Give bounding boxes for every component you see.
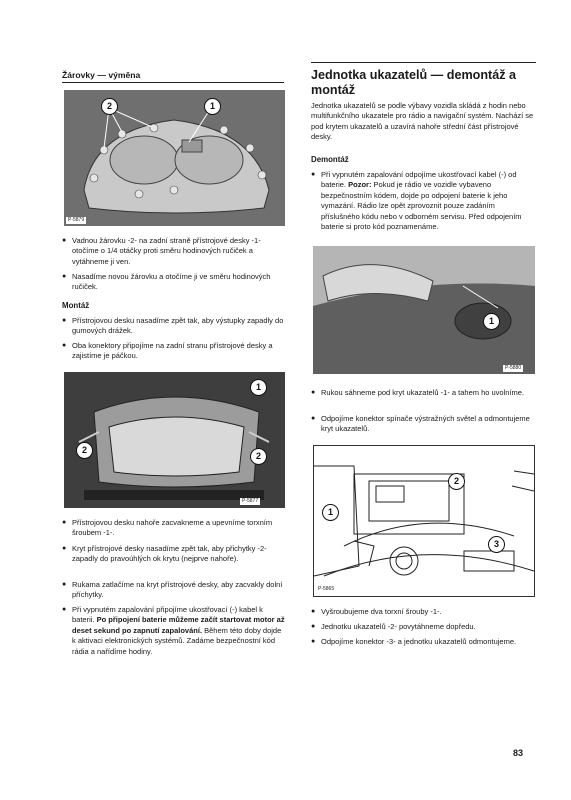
list-item <box>62 605 286 657</box>
section-divider <box>311 62 536 63</box>
list-item: ● Přístrojovou desku nasadíme zpět tak, aby výstupky zapadly do gumových drážek. <box>62 316 286 337</box>
list-item: ● Kryt přístrojové desky nasadíme zpět tak, aby přichytky -2- zapadly do pravoúhlých ok krytu (nejprve nahoře). <box>62 544 286 565</box>
bold-text: Po připojení baterie můžeme začít startovat motor až deset sekund po zapnutí zapalování. <box>72 615 285 635</box>
callout-2: 2 <box>101 98 118 115</box>
list-item: ● Rukou sáhneme pod kryt ukazatelů -1- a tahem ho uvolníme. <box>311 388 535 398</box>
callout-1: 1 <box>483 313 500 330</box>
figure-tag: P-5880 <box>505 365 522 371</box>
list-item <box>311 170 535 232</box>
section-title-gauge-unit: Jednotka ukazatelů — demontáž a montáž <box>311 68 517 97</box>
list-item: ● Rukama zatlačíme na kryt přístrojové desky, aby zacvakly dolní příchytky. <box>62 580 286 601</box>
list-item: ● Oba konektory připojíme na zadní stranu přístrojové desky a zajistíme je páčkou. <box>62 341 286 362</box>
list-item: ● Nasadíme novou žárovku a otočíme ji ve směru hodinových ručiček. <box>62 272 286 293</box>
callout-3: 3 <box>488 536 505 553</box>
intro-paragraph: Jednotka ukazatelů se podle výbavy vozidla skládá z hodin nebo multifunkčního ukazatele pro rádio a navigační systém. Nachází se pod krytem ukazatelů a uzavírá nahoře střední část přístrojové desky. <box>311 101 534 142</box>
subheading-montaz: Montáž <box>62 301 90 310</box>
section-title-bulbs: Žárovky — výměna <box>62 70 141 80</box>
bold-text: Pozor: <box>348 180 372 190</box>
photo-instrument-cluster-back <box>64 90 285 226</box>
photo-dash-cover-removal <box>313 246 535 374</box>
subheading-demontaz: Demontáž <box>311 155 349 164</box>
figure-tag: P-5877 <box>242 498 259 504</box>
gauge-unit-drawing <box>314 446 534 596</box>
figure-tag: P-5865 <box>318 586 335 592</box>
text: Pokud je rádio ve vozidle vybaveno bezpečnostním kódem, dojde po odpojení baterie k jeho vymazání. Rádio lze opět zprovoznit pouze zadáním příslušného kódu nebo v odborném servisu. Před odpojením baterie si proto kód poznamenáme. <box>321 180 522 232</box>
figure-tag: P-5879 <box>68 217 85 223</box>
callout-1: 1 <box>250 379 267 396</box>
list-item: ● Přístrojovou desku nahoře zacvakneme a upevníme torxním šroubem -1-. <box>62 518 286 539</box>
text: Při vypnutém zapalování odpojíme ukostřovací kabel (-) od baterie. <box>321 170 517 190</box>
list-item: ● Vyšroubujeme dva torxní šrouby -1-. <box>311 607 535 617</box>
callout-2: 2 <box>448 473 465 490</box>
list-item: ● Odpojíme konektor -3- a jednotku ukazatelů odmontujeme. <box>311 637 535 647</box>
text: Během této doby dojde k aktivaci elektronických systémů. Zadáme bezpečnostní kód rádia a nařídíme hodiny. <box>72 625 282 656</box>
callout-1: 1 <box>322 504 339 521</box>
callout-1: 1 <box>204 98 221 115</box>
callout-2: 2 <box>250 448 267 465</box>
photo-cluster-cover <box>64 372 285 508</box>
list-item: ● Vadnou žárovku -2- na zadní straně přístrojové desky -1- otočíme o 1/4 otáčky proti směru hodinových ručiček a vytáhneme ji ven. <box>62 236 286 267</box>
list-item: ● Jednotku ukazatelů -2- povytáhneme dopředu. <box>311 622 535 632</box>
section-divider <box>62 82 284 83</box>
cluster-back-illustration <box>64 90 285 226</box>
list-item: ● Odpojíme konektor spínače výstražných světel a odmontujeme kryt ukazatelů. <box>311 414 535 435</box>
dash-cover-illustration <box>313 246 535 374</box>
page-number: 83 <box>513 748 524 758</box>
callout-2: 2 <box>76 442 93 459</box>
text: Při vypnutém zapalování připojíme ukostřovací (-) kabel k baterii. <box>72 605 263 625</box>
drawing-gauge-unit <box>313 445 535 597</box>
